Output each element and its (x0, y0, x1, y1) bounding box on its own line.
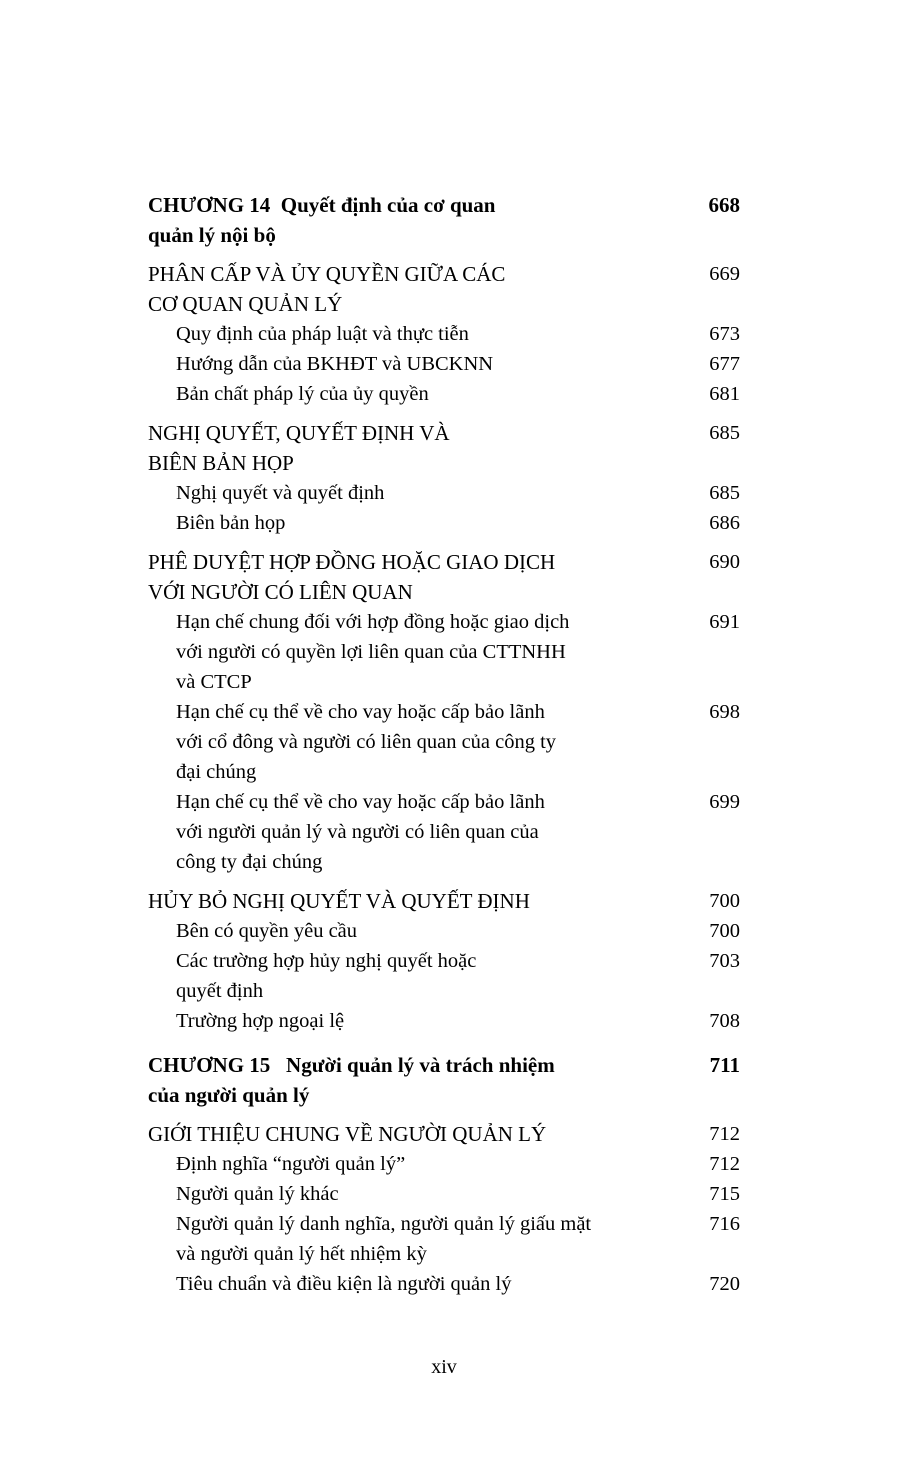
toc-entry-page-number: 677 (709, 353, 740, 375)
toc-entry-title (148, 1149, 682, 1179)
toc-entry-line: Người quản lý danh nghĩa, người quản lý giấu mặt (176, 1213, 592, 1235)
toc-entry-title (148, 1269, 682, 1299)
toc-entry (148, 607, 740, 697)
toc-entry-title (148, 508, 682, 538)
toc-entry-title (148, 349, 682, 379)
toc-entry-title (148, 547, 682, 607)
toc-entry-line: NGHỊ QUYẾT, QUYẾT ĐỊNH VÀ (148, 421, 450, 445)
toc-entry-title (148, 946, 682, 1006)
toc-entry-title (148, 1006, 682, 1036)
toc-entry-page-number: 686 (709, 512, 740, 534)
toc-entry-line: và người quản lý hết nhiệm kỳ (176, 1243, 427, 1265)
toc-entry (148, 1179, 740, 1209)
toc-entry (148, 787, 740, 877)
toc-entry-title (148, 190, 682, 250)
toc-entry-line: Hạn chế chung đối với hợp đồng hoặc giao dịch (176, 611, 570, 633)
toc-entry (148, 259, 740, 319)
table-of-contents (148, 190, 740, 1299)
toc-entry-line: Quy định của pháp luật và thực tiễn (176, 323, 469, 345)
toc-entry (148, 379, 740, 409)
toc-entry (148, 916, 740, 946)
toc-entry-page-number: 699 (709, 791, 740, 813)
toc-entry-page-number: 685 (709, 422, 740, 444)
toc-entry-title (148, 1209, 682, 1269)
toc-entry-line: Bản chất pháp lý của ủy quyền (176, 383, 429, 405)
toc-entry-line: BIÊN BẢN HỌP (148, 451, 294, 475)
toc-entry-line: Người quản lý khác (176, 1183, 339, 1205)
toc-entry-line: của người quản lý (148, 1083, 310, 1107)
toc-entry-page-number: 700 (709, 890, 740, 912)
toc-entry-page-number: 668 (708, 193, 740, 217)
toc-entry-line: Bên có quyền yêu cầu (176, 920, 358, 942)
toc-entry-line: VỚI NGƯỜI CÓ LIÊN QUAN (148, 580, 413, 604)
toc-entry-page-number: 712 (709, 1123, 740, 1145)
toc-entry-title (148, 1119, 682, 1149)
toc-entry (148, 697, 740, 787)
toc-entry-line: Hướng dẫn của BKHĐT và UBCKNN (176, 353, 494, 375)
toc-entry (148, 1149, 740, 1179)
toc-entry-page-number: 691 (709, 611, 740, 633)
toc-entry-page-number: 708 (709, 1010, 740, 1032)
toc-entry-title (148, 379, 682, 409)
toc-entry-title (148, 319, 682, 349)
toc-entry-line: và CTCP (176, 671, 252, 693)
toc-entry-page-number: 700 (709, 920, 740, 942)
toc-entry-line: với người có quyền lợi liên quan của CTTNHH (176, 641, 566, 663)
toc-entry-page-number: 673 (709, 323, 740, 345)
toc-entry-title (148, 886, 682, 916)
toc-entry-line: PHÂN CẤP VÀ ỦY QUYỀN GIỮA CÁC (148, 262, 506, 286)
toc-entry-line: Trường hợp ngoại lệ (176, 1010, 345, 1032)
toc-entry-title (148, 1179, 682, 1209)
toc-entry (148, 946, 740, 1006)
toc-entry-line: công ty đại chúng (176, 851, 323, 873)
toc-entry (148, 319, 740, 349)
toc-entry-line: Hạn chế cụ thể về cho vay hoặc cấp bảo lãnh (176, 791, 545, 813)
page-footer-roman-numeral: xiv (431, 1356, 457, 1378)
toc-entry-line: Hạn chế cụ thể về cho vay hoặc cấp bảo lãnh (176, 701, 545, 723)
toc-entry-line: Định nghĩa “người quản lý” (176, 1153, 406, 1175)
toc-entry (148, 508, 740, 538)
toc-entry-title (148, 1050, 682, 1110)
toc-entry (148, 1209, 740, 1269)
toc-entry-line: Nghị quyết và quyết định (176, 482, 385, 504)
toc-entry-line: với người quản lý và người có liên quan của (176, 821, 539, 843)
toc-entry (148, 1269, 740, 1299)
toc-entry-page-number: 690 (709, 551, 740, 573)
toc-entry-line: quản lý nội bộ (148, 223, 276, 247)
toc-entry (148, 349, 740, 379)
toc-entry (148, 418, 740, 478)
toc-entry-page-number: 685 (709, 482, 740, 504)
toc-entry-line: quyết định (176, 980, 264, 1002)
toc-entry-line: GIỚI THIỆU CHUNG VỀ NGƯỜI QUẢN LÝ (148, 1122, 547, 1146)
toc-entry (148, 478, 740, 508)
toc-entry-title (148, 607, 682, 697)
toc-entry-line: Các trường hợp hủy nghị quyết hoặc (176, 950, 477, 972)
toc-entry (148, 1006, 740, 1036)
toc-entry-line: đại chúng (176, 761, 257, 783)
toc-entry-title (148, 418, 682, 478)
toc-entry-title (148, 916, 682, 946)
toc-entry-page-number: 681 (709, 383, 740, 405)
toc-entry-page-number: 711 (709, 1053, 740, 1077)
toc-entry-line: Tiêu chuẩn và điều kiện là người quản lý (176, 1273, 512, 1295)
toc-entry (148, 1050, 740, 1110)
toc-entry-line: CHƯƠNG 14 Quyết định của cơ quan (148, 193, 496, 217)
toc-entry-title (148, 787, 682, 877)
toc-entry (148, 190, 740, 250)
toc-entry-title (148, 478, 682, 508)
toc-entry-page-number: 669 (709, 263, 740, 285)
toc-entry-page-number: 720 (709, 1273, 740, 1295)
toc-entry (148, 886, 740, 916)
toc-entry-line: PHÊ DUYỆT HỢP ĐỒNG HOẶC GIAO DỊCH (148, 550, 556, 574)
toc-entry-title (148, 697, 682, 787)
toc-entry-page-number: 698 (709, 701, 740, 723)
toc-entry-title (148, 259, 682, 319)
toc-entry-page-number: 716 (709, 1213, 740, 1235)
toc-entry-line: Biên bản họp (176, 512, 286, 534)
toc-entry-page-number: 715 (709, 1183, 740, 1205)
toc-entry-line: HỦY BỎ NGHỊ QUYẾT VÀ QUYẾT ĐỊNH (148, 889, 530, 913)
toc-entry (148, 547, 740, 607)
toc-entry-page-number: 712 (709, 1153, 740, 1175)
toc-entry (148, 1119, 740, 1149)
toc-entry-line: CHƯƠNG 15 Người quản lý và trách nhiệm (148, 1053, 555, 1077)
toc-entry-line: với cổ đông và người có liên quan của công ty (176, 731, 557, 753)
toc-entry-page-number: 703 (709, 950, 740, 972)
toc-entry-line: CƠ QUAN QUẢN LÝ (148, 292, 343, 316)
